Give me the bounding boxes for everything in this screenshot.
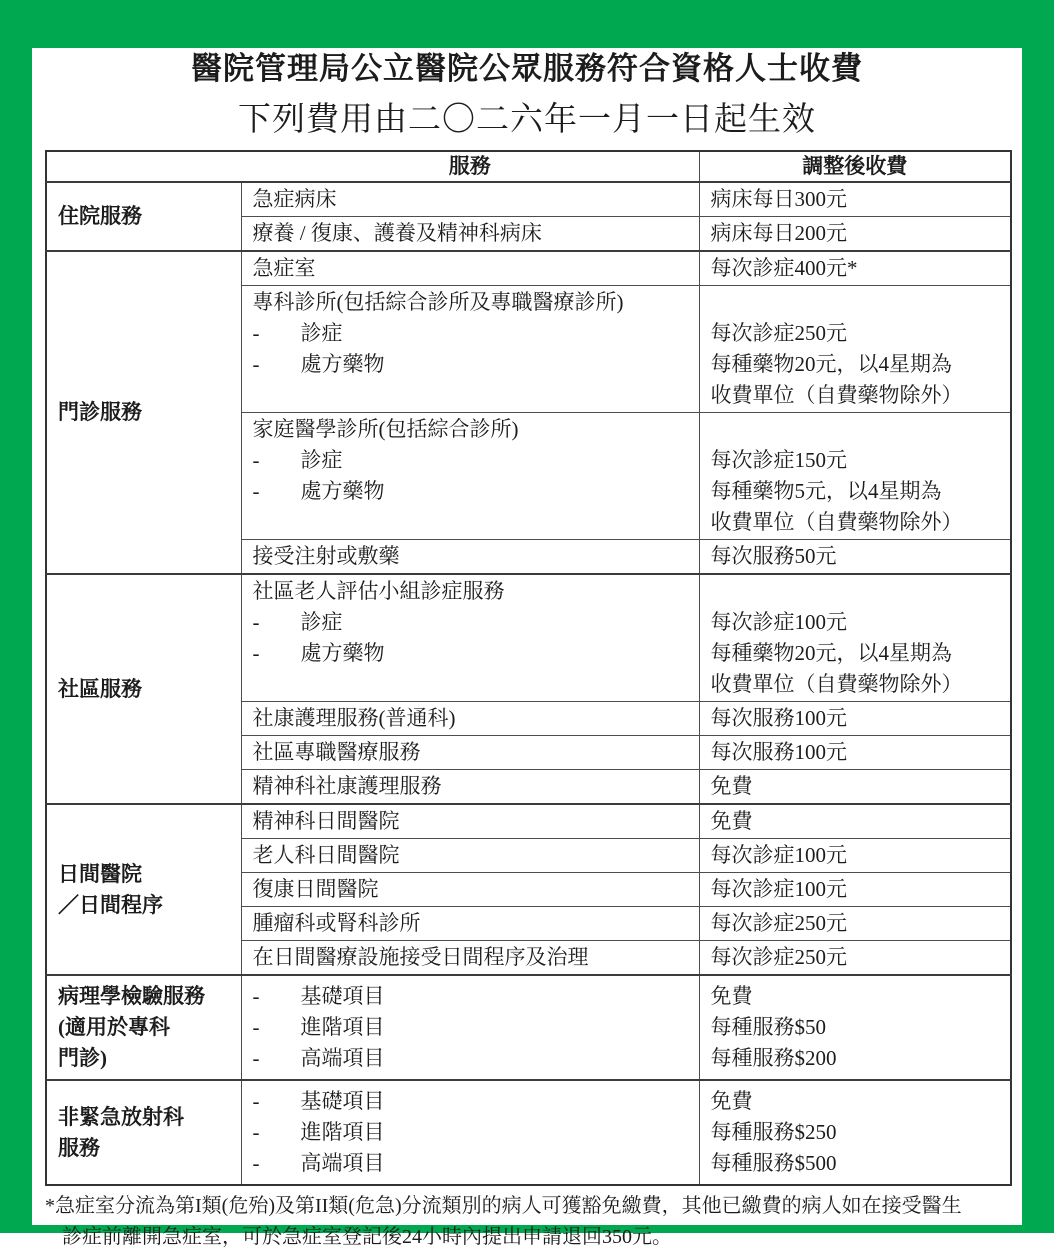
fee-cell xyxy=(699,413,1011,540)
category-cell xyxy=(46,251,241,574)
cell-line: - 處方藥物 xyxy=(253,638,688,669)
service-cell xyxy=(241,975,699,1080)
table-row xyxy=(46,804,1011,839)
cell-line: 每種服務$200 xyxy=(710,1046,837,1070)
fee-cell xyxy=(699,702,1011,736)
dash-bullet: - xyxy=(252,1046,260,1070)
cell-line: 每次服務100元 xyxy=(710,706,847,730)
table-row xyxy=(46,251,1011,286)
cell-line: 門診服務 xyxy=(58,400,142,424)
fee-cell xyxy=(699,839,1011,873)
category-cell xyxy=(46,182,241,251)
footnote xyxy=(45,1191,1015,1253)
service-cell xyxy=(241,804,699,839)
dash-bullet: - xyxy=(252,1120,260,1144)
cell-line: 專科診所(包括綜合診所及專職醫療診所) xyxy=(252,290,624,314)
cell-line: 免費 xyxy=(710,774,753,798)
service-cell xyxy=(241,413,699,540)
fee-table xyxy=(45,150,1012,1186)
fee-cell xyxy=(699,770,1011,805)
cell-line: - 高端項目 xyxy=(253,1043,688,1074)
service-cell xyxy=(241,574,699,702)
cell-line: 每次診症250元 xyxy=(710,945,847,969)
cell-line: 每次診症250元 xyxy=(710,911,847,935)
cell-line: 住院服務 xyxy=(58,204,142,228)
cell-line: 療養 / 復康、護養及精神科病床 xyxy=(252,221,542,245)
service-cell xyxy=(241,217,699,252)
cell-line: 病床每日300元 xyxy=(710,187,847,211)
dash-bullet: - xyxy=(252,1151,260,1175)
table-row xyxy=(46,975,1011,1080)
cell-line: 每次診症400元* xyxy=(710,256,858,280)
header-spacer-cell xyxy=(46,151,241,182)
cell-line: 門診) xyxy=(58,1046,107,1070)
cell-line: 家庭醫學診所(包括綜合診所) xyxy=(252,417,519,441)
cell-line: 日間醫院 xyxy=(58,861,142,886)
cell-line: - 診症 xyxy=(253,607,688,638)
cell-line: 接受注射或敷藥 xyxy=(252,544,400,568)
cell-line: 每次診症100元 xyxy=(710,610,847,634)
cell-line xyxy=(253,669,688,700)
fee-cell xyxy=(699,286,1011,413)
fee-cell xyxy=(699,217,1011,252)
cell-line: - 基礎項目 xyxy=(253,1086,688,1117)
cell-line xyxy=(253,380,688,411)
fee-cell xyxy=(699,540,1011,575)
cell-line: - 基礎項目 xyxy=(253,981,688,1012)
cell-line: 每次診症150元 xyxy=(710,448,847,472)
cell-line: - 診症 xyxy=(253,445,688,476)
cell-line: 社區老人評估小組診症服務 xyxy=(252,579,505,603)
fee-cell xyxy=(699,804,1011,839)
footnote-line-2: 診症前離開急症室，可於急症室登記後24小時內提出申請退回350元。 xyxy=(62,1226,672,1248)
cell-line: 社區專職醫療服務 xyxy=(252,740,421,764)
cell-line: 服務 xyxy=(58,1135,100,1160)
cell-line: 社區服務 xyxy=(58,676,142,701)
cell-line: 在日間醫療設施接受日間程序及治理 xyxy=(252,945,589,969)
cell-line: 每種藥物5元，以4星期為 xyxy=(710,479,942,503)
cell-line: 收費單位（自費藥物除外） xyxy=(710,510,963,534)
dash-bullet: - xyxy=(252,321,260,345)
page-title: 醫院管理局公立醫院公眾服務符合資格人士收費 xyxy=(191,51,863,86)
cell-line: 精神科社康護理服務 xyxy=(252,774,442,798)
service-cell xyxy=(241,873,699,907)
cell-line: 每種藥物20元，以4星期為 xyxy=(710,641,952,665)
cell-line: 每種服務$250 xyxy=(710,1120,837,1144)
document-page xyxy=(32,48,1022,1248)
service-cell xyxy=(241,907,699,941)
cell-line: 病床每日200元 xyxy=(710,221,847,245)
cell-line: 每次診症100元 xyxy=(710,877,847,901)
cell-line: 腫瘤科或腎科診所 xyxy=(252,911,421,935)
cell-line: 非緊急放射科 xyxy=(58,1104,184,1129)
cell-line: - 進階項目 xyxy=(253,1117,688,1148)
table-row xyxy=(46,574,1011,702)
service-cell xyxy=(241,702,699,736)
service-cell xyxy=(241,286,699,413)
cell-line: ／日間程序 xyxy=(58,892,163,917)
dash-bullet: - xyxy=(252,1089,260,1113)
footnote-line-1: *急症室分流為第I類(危殆)及第II類(危急)分流類別的病人可獲豁免繳費，其他已繳費的病人如在接受醫生 xyxy=(45,1195,962,1217)
cell-line: 收費單位（自費藥物除外） xyxy=(710,672,963,696)
column-header-service: 服務 xyxy=(241,151,699,182)
table-row xyxy=(46,182,1011,217)
cell-line: - 進階項目 xyxy=(253,1012,688,1043)
cell-line: 病理學檢驗服務 xyxy=(58,984,205,1008)
service-cell xyxy=(241,182,699,217)
cell-line: 免費 xyxy=(710,1089,753,1113)
fee-cell xyxy=(699,574,1011,702)
cell-line: 急症病床 xyxy=(252,187,337,211)
cell-line: (適用於專科 xyxy=(58,1015,170,1039)
fee-cell xyxy=(699,873,1011,907)
cell-line: - 處方藥物 xyxy=(253,349,688,380)
cell-line: 免費 xyxy=(710,809,753,833)
cell-line: 每種藥物20元，以4星期為 xyxy=(710,352,952,376)
fee-cell xyxy=(699,907,1011,941)
fee-cell xyxy=(699,1080,1011,1185)
dash-bullet: - xyxy=(252,352,260,376)
cell-line xyxy=(711,287,1000,318)
cell-line: - 處方藥物 xyxy=(253,476,688,507)
cell-line: 每次服務50元 xyxy=(710,544,837,568)
cell-line: 每種服務$500 xyxy=(710,1151,837,1175)
service-cell xyxy=(241,1080,699,1185)
cell-line: 老人科日間醫院 xyxy=(252,843,400,867)
service-cell xyxy=(241,770,699,805)
cell-line xyxy=(253,507,688,538)
dash-bullet: - xyxy=(252,984,260,1008)
service-cell xyxy=(241,540,699,575)
fee-cell xyxy=(699,975,1011,1080)
cell-line: - 診症 xyxy=(253,318,688,349)
dash-bullet: - xyxy=(252,610,260,634)
cell-line: 急症室 xyxy=(252,256,316,280)
service-cell xyxy=(241,736,699,770)
cell-line: - 高端項目 xyxy=(253,1148,688,1179)
cell-line xyxy=(711,576,1000,607)
fee-cell xyxy=(699,182,1011,217)
fee-cell xyxy=(699,941,1011,976)
fee-cell xyxy=(699,251,1011,286)
cell-line xyxy=(711,414,1000,445)
category-cell xyxy=(46,975,241,1080)
cell-line: 復康日間醫院 xyxy=(252,877,379,901)
category-cell xyxy=(46,804,241,975)
cell-line: 精神科日間醫院 xyxy=(252,809,400,833)
service-cell xyxy=(241,941,699,976)
service-cell xyxy=(241,839,699,873)
cell-line: 每次服務100元 xyxy=(710,740,847,764)
cell-line: 每種服務$50 xyxy=(710,1015,826,1039)
fee-cell xyxy=(699,736,1011,770)
table-row xyxy=(46,1080,1011,1185)
category-cell xyxy=(46,1080,241,1185)
cell-line: 每次診症100元 xyxy=(710,843,847,867)
cell-line: 收費單位（自費藥物除外） xyxy=(710,383,963,407)
table-header-row xyxy=(46,151,1011,182)
cell-line: 每次診症250元 xyxy=(710,321,847,345)
cell-line: 社康護理服務(普通科) xyxy=(252,706,456,730)
cell-line: 免費 xyxy=(710,984,753,1008)
service-cell xyxy=(241,251,699,286)
category-cell xyxy=(46,574,241,804)
dash-bullet: - xyxy=(252,448,260,472)
dash-bullet: - xyxy=(252,479,260,503)
dash-bullet: - xyxy=(252,1015,260,1039)
column-header-fee: 調整後收費 xyxy=(699,151,1011,182)
page-subtitle: 下列費用由二〇二六年一月一日起生效 xyxy=(238,102,816,138)
dash-bullet: - xyxy=(252,641,260,665)
